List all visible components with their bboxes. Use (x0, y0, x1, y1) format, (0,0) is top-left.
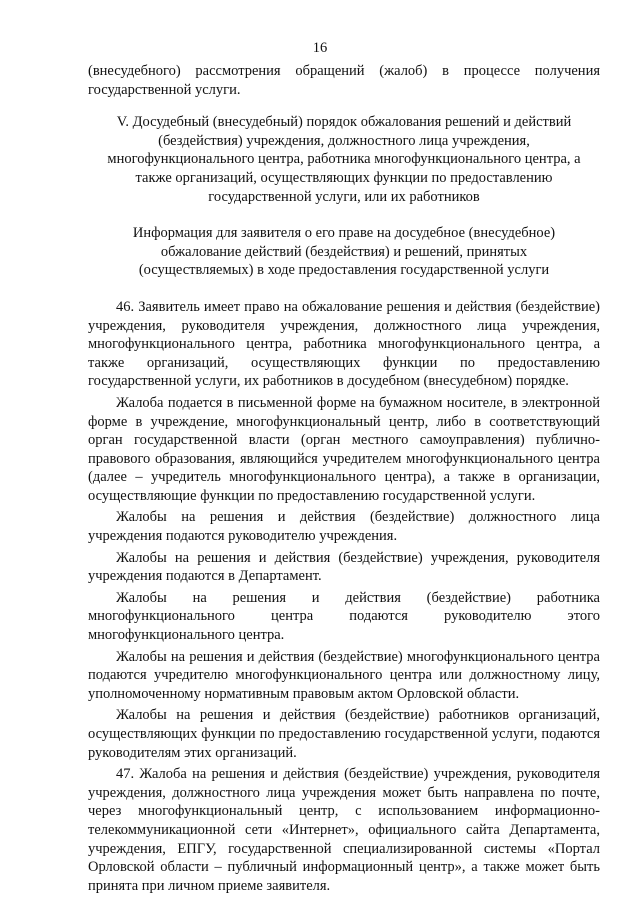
document-body (88, 62, 600, 895)
paragraph-official-complaints: Жалобы на решения и действия (бездействие) должностного лица учреждения подаются руководителю учреждения. (88, 509, 600, 545)
page-number: 16 (312, 40, 328, 56)
paragraph-complaint-form: Жалоба подается в письменной форме на бумажном носителе, в электронной форме в учреждение, многофункциональный центр, либо в соответствующий орган государственной власти (орган местного самоуправления) публично-правового образования, являющийся учредителем многофункционального центра (далее – учредитель многофункционального центра), а также в организации, осуществляющие функции по предоставлению государственной услуги. (88, 394, 600, 504)
continuation-text: (внесудебного) рассмотрения обращений (жалоб) в процессе получения государственной услуги. (88, 63, 600, 98)
section-heading: V. Досудебный (внесудебный) порядок обжалования решений и действий (бездействия) учреждения, должностного лица учреждения, многофункционального центра, работника многофункционального центра, а также организаций, осуществляющих функции по предоставлению государственной услуги, или их работников (107, 114, 581, 205)
sub-heading: Информация для заявителя о его праве на досудебное (внесудебное) обжалование действий (бездействия) и решений, принятых (осуществляемых) в ходе предоставления государственной услуги (132, 225, 556, 279)
paragraph-institution-complaints: Жалобы на решения и действия (бездействие) учреждения, руководителя учреждения подаются в Департамент. (88, 549, 600, 585)
paragraph-47: 47. Жалоба на решения и действия (бездействие) учреждения, руководителя учреждения, должностного лица учреждения может быть направлена по почте, через многофункциональный центр, с использованием информационно-телекоммуникационной сети «Интернет», официального сайта Департамента, учреждения, ЕПГУ, государственной специализированной системы «Портал Орловской области – публичный информационный центр», а также может быть принята при личном приеме заявителя. (88, 766, 600, 894)
paragraph-46: 46. Заявитель имеет право на обжалование решения и действия (бездействие) учреждения, руководителя учреждения, должностного лица учреждения, многофункционального центра, работника многофункционального центра, а также организаций, осуществляющих функции по предоставлению государственной услуги, их работников в досудебном (внесудебном) порядке. (88, 298, 600, 390)
paragraph-mfc-worker-complaints: Жалобы на решения и действия (бездействие) работника многофункционального центра подаются руководителю этого многофункционального центра. (88, 589, 600, 644)
paragraph-mfc-complaints: Жалобы на решения и действия (бездействие) многофункционального центра подаются учредителю многофункционального центра или должностному лицу, уполномоченному нормативным правовым актом Орловской области. (88, 648, 600, 702)
paragraph-organization-complaints: Жалобы на решения и действия (бездействие) работников организаций, осуществляющих функции по предоставлению государственной услуги, подаются руководителям этих организаций. (88, 707, 600, 761)
